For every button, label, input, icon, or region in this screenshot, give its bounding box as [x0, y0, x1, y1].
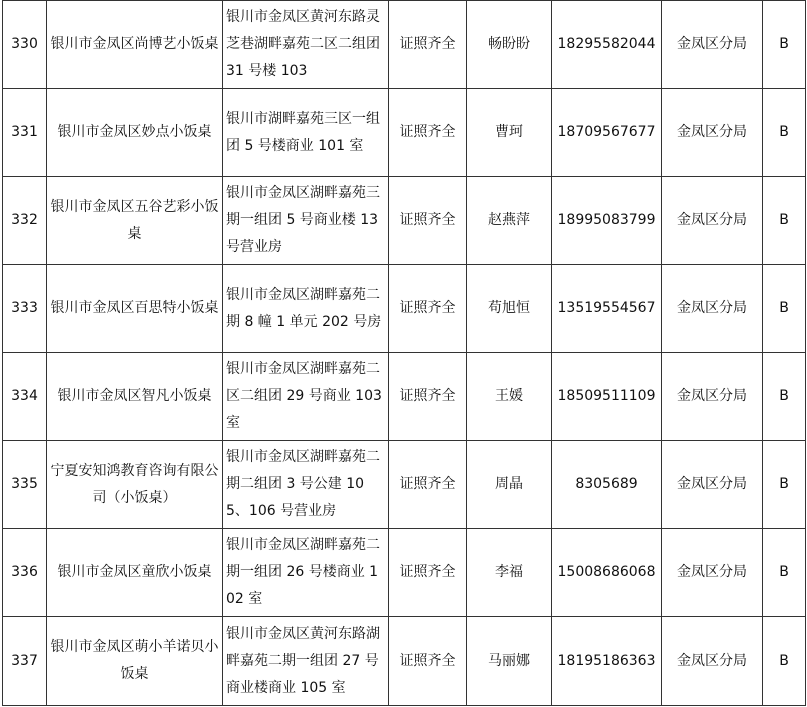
rating-grade: B: [763, 441, 806, 529]
business-name: 银川市金凤区五谷艺彩小饭桌: [47, 177, 223, 265]
rating-grade: B: [763, 529, 806, 617]
contact-person: 赵燕萍: [467, 177, 552, 265]
row-number: 334: [3, 353, 47, 441]
business-address: 银川市金凤区湖畔嘉苑三期一组团 5 号商业楼 13 号营业房: [223, 177, 389, 265]
contact-phone: 8305689: [552, 441, 662, 529]
business-address: 银川市金凤区湖畔嘉苑二期一组团 26 号楼商业 102 室: [223, 529, 389, 617]
row-number: 337: [3, 617, 47, 706]
rating-grade: B: [763, 617, 806, 706]
business-address: 银川市金凤区湖畔嘉苑二期二组团 3 号公建 105、106 号营业房: [223, 441, 389, 529]
contact-person: 畅盼盼: [467, 1, 552, 89]
business-name: 银川市金凤区尚博艺小饭桌: [47, 1, 223, 89]
business-name: 银川市金凤区童欣小饭桌: [47, 529, 223, 617]
supervising-bureau: 金凤区分局: [662, 1, 763, 89]
license-status: 证照齐全: [389, 353, 467, 441]
table-row: [3, 441, 806, 529]
contact-person: 马丽娜: [467, 617, 552, 706]
contact-phone: 15008686068: [552, 529, 662, 617]
license-status: 证照齐全: [389, 617, 467, 706]
contact-person: 周晶: [467, 441, 552, 529]
table-row: [3, 265, 806, 353]
supervising-bureau: 金凤区分局: [662, 353, 763, 441]
row-number: 336: [3, 529, 47, 617]
license-status: 证照齐全: [389, 89, 467, 177]
license-status: 证照齐全: [389, 177, 467, 265]
row-number: 332: [3, 177, 47, 265]
business-address: 银川市金凤区黄河东路湖畔嘉苑二期一组团 27 号商业楼商业 105 室: [223, 617, 389, 706]
contact-phone: 18509511109: [552, 353, 662, 441]
supervising-bureau: 金凤区分局: [662, 617, 763, 706]
contact-phone: 18995083799: [552, 177, 662, 265]
contact-person: 苟旭恒: [467, 265, 552, 353]
business-name: 银川市金凤区智凡小饭桌: [47, 353, 223, 441]
business-address: 银川市湖畔嘉苑三区一组团 5 号楼商业 101 室: [223, 89, 389, 177]
table-row: [3, 177, 806, 265]
contact-person: 王媛: [467, 353, 552, 441]
contact-phone: 18295582044: [552, 1, 662, 89]
contact-person: 曹珂: [467, 89, 552, 177]
table-row: [3, 617, 806, 706]
contact-phone: 13519554567: [552, 265, 662, 353]
rating-grade: B: [763, 353, 806, 441]
table-row: [3, 89, 806, 177]
business-name: 银川市金凤区百思特小饭桌: [47, 265, 223, 353]
contact-person: 李福: [467, 529, 552, 617]
rating-grade: B: [763, 89, 806, 177]
supervising-bureau: 金凤区分局: [662, 177, 763, 265]
table-row: [3, 529, 806, 617]
business-name: 银川市金凤区萌小羊诺贝小饭桌: [47, 617, 223, 706]
row-number: 333: [3, 265, 47, 353]
business-name: 宁夏安知鸿教育咨询有限公司（小饭桌）: [47, 441, 223, 529]
business-address: 银川市金凤区湖畔嘉苑二区二组团 29 号商业 103 室: [223, 353, 389, 441]
row-number: 335: [3, 441, 47, 529]
registry-table: [2, 0, 806, 706]
business-name: 银川市金凤区妙点小饭桌: [47, 89, 223, 177]
license-status: 证照齐全: [389, 1, 467, 89]
table-row: [3, 353, 806, 441]
supervising-bureau: 金凤区分局: [662, 89, 763, 177]
contact-phone: 18195186363: [552, 617, 662, 706]
rating-grade: B: [763, 265, 806, 353]
rating-grade: B: [763, 177, 806, 265]
rating-grade: B: [763, 1, 806, 89]
supervising-bureau: 金凤区分局: [662, 265, 763, 353]
business-address: 银川市金凤区黄河东路灵芝巷湖畔嘉苑二区二组团 31 号楼 103: [223, 1, 389, 89]
business-address: 银川市金凤区湖畔嘉苑二期 8 幢 1 单元 202 号房: [223, 265, 389, 353]
license-status: 证照齐全: [389, 441, 467, 529]
table-row: [3, 1, 806, 89]
supervising-bureau: 金凤区分局: [662, 529, 763, 617]
license-status: 证照齐全: [389, 265, 467, 353]
row-number: 331: [3, 89, 47, 177]
license-status: 证照齐全: [389, 529, 467, 617]
row-number: 330: [3, 1, 47, 89]
supervising-bureau: 金凤区分局: [662, 441, 763, 529]
contact-phone: 18709567677: [552, 89, 662, 177]
